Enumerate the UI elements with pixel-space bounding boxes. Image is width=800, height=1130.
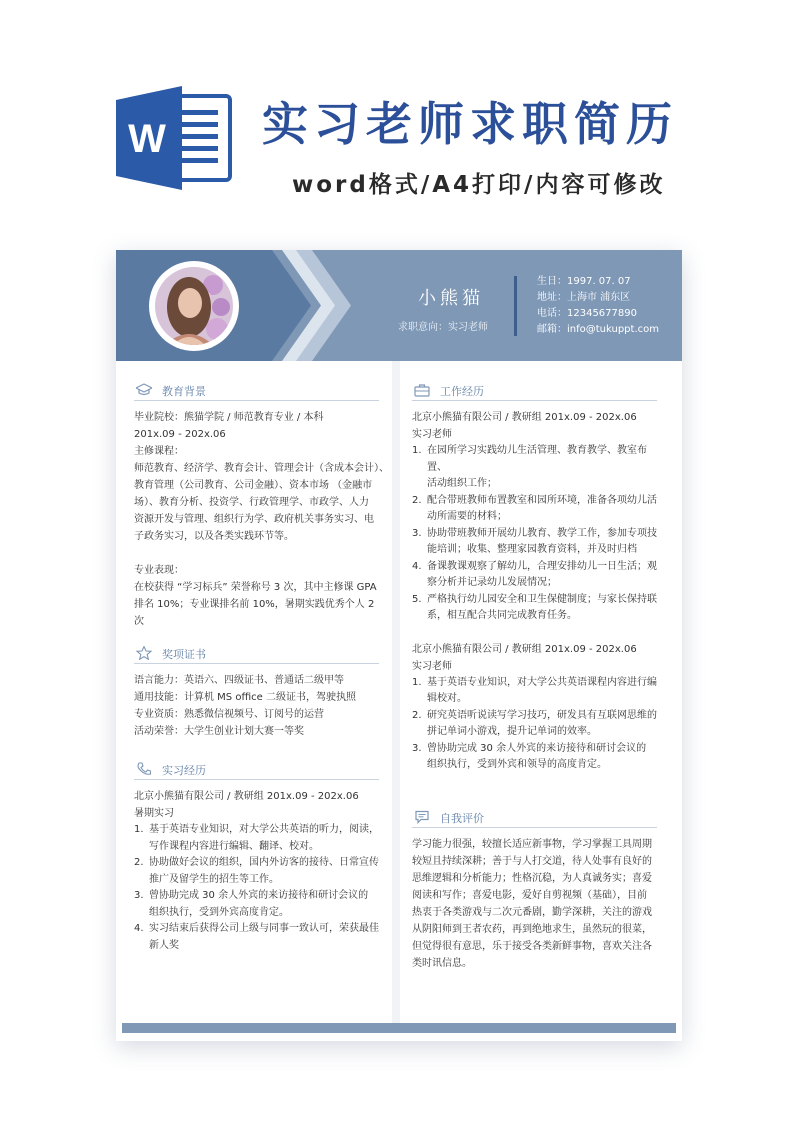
right-column — [412, 381, 657, 972]
award-line: 专业资质：熟悉微信视频号、订阅号的运营 — [134, 709, 324, 720]
list-item: 4. 实习结束后获得公司上级与同事一致认可，荣获最佳 新人奖 — [134, 923, 379, 951]
promo-banner — [0, 0, 800, 240]
self-eval-section-header — [412, 808, 657, 828]
list-item: 1. 基于英语专业知识，对大学公共英语课程内容进行编 辑校对。 — [412, 676, 657, 704]
self-eval-line: 热衷于各类游戏与二次元番剧，勤学深耕，关注的游戏 — [412, 906, 652, 918]
header-divider — [514, 276, 517, 336]
edu-line: 专业表现： — [134, 565, 184, 576]
list-item: 1. 基于英语专业知识，对大学公共英语的听力，阅读， 写作课程内容进行编辑、翻译、校对。 — [134, 824, 379, 852]
education-title: 教育背景 — [162, 385, 206, 398]
address: 地址：上海市 浦东区 — [537, 292, 631, 303]
briefcase-icon — [414, 383, 430, 397]
edu-line: 次 — [134, 616, 144, 627]
internship-role: 暑期实习 — [134, 808, 174, 819]
edu-line: 在校获得 “学习标兵” 荣誉称号 3 次，其中主修课 GPA — [134, 582, 377, 593]
edu-line: 师范教育、经济学、教育会计、管理会计（含成本会计）、 — [134, 463, 389, 474]
award-line: 活动荣誉：大学生创业计划大赛一等奖 — [134, 726, 304, 737]
list-item: 3. 协助带班教师开展幼儿教育、教学工作，参加专项技 能培训；收集、整理家园教育资料，并及时归档 — [412, 527, 657, 555]
internship-title: 实习经历 — [162, 764, 206, 777]
edu-line: 教育管理（公司教育、公司金融）、资本市场 （金融市 — [134, 480, 373, 491]
work-title: 工作经历 — [440, 385, 484, 398]
edu-line: 201x.09 - 202x.06 — [134, 429, 226, 440]
edu-line: 资源开发与管理、组织行为学、政府机关事务实习、电 — [134, 514, 374, 525]
list-item: 2. 协助做好会议的组织，国内外访客的接待、日常宣传 推广及留学生的招生等工作。 — [134, 857, 379, 885]
award-line: 语言能力：英语六、四级证书、普通话二级甲等 — [134, 675, 344, 686]
self-eval-title: 自我评价 — [440, 811, 484, 825]
left-column — [134, 381, 389, 954]
job-2-list — [412, 675, 657, 774]
word-icon — [116, 86, 234, 190]
list-item: 1. 在园所学习实践幼儿生活管理、教育教学、教室布置、 活动组织工作； — [412, 445, 647, 489]
contact-info — [537, 274, 659, 338]
list-item: 5. 严格执行幼儿园安全和卫生保健制度；与家长保持联 系，相互配合共同完成教育任务。 — [412, 593, 657, 621]
self-eval-line: 从阴阳师到王者农药，再到绝地求生，虽然玩的很菜， — [412, 923, 652, 935]
education-section-header — [134, 381, 379, 401]
self-eval-line: 但觉得很有意思，乐于接受各类新鲜事物，喜欢关注各 — [412, 940, 652, 952]
banner-subtitle: word格式/A4打印/内容可修改 — [292, 172, 666, 198]
edu-line: 毕业院校：熊猫学院 / 师范教育专业 / 本科 — [134, 412, 324, 423]
education-body — [134, 409, 389, 630]
self-eval-body — [412, 836, 657, 972]
internship-company: 北京小熊猫有限公司 / 教研组 201x.09 - 202x.06 — [134, 791, 359, 802]
phone-icon — [136, 762, 152, 776]
phone: 电话：12345677890 — [537, 308, 637, 319]
job-2-company: 北京小熊猫有限公司 / 教研组 201x.09 - 202x.06 — [412, 643, 637, 655]
awards-section-header — [134, 644, 379, 664]
edu-line: 子政务实习，以及各类实践环节等。 — [134, 531, 294, 542]
internship-header-text — [134, 788, 379, 822]
job-1-header — [412, 409, 657, 443]
avatar — [155, 267, 233, 345]
internship-section-header — [134, 760, 379, 780]
award-line: 通用技能：计算机 MS office 二级证书，驾驶执照 — [134, 692, 356, 703]
list-item: 2. 配合带班教师布置教室和园所环境，准备各项幼儿活 动所需要的材料； — [412, 494, 657, 522]
footer-bar — [122, 1023, 676, 1033]
edu-spacer — [134, 545, 379, 562]
edu-line: 排名 10%；专业课排名前 10%，暑期实践优秀个人 2 — [134, 599, 375, 610]
list-item: 4. 备课教课观察了解幼儿，合理安排幼儿一日生活；观 察分析并记录幼儿发展情况； — [412, 560, 657, 588]
chat-bubble-icon — [414, 810, 430, 824]
list-item: 2. 研究英语听说读写学习技巧，研发具有互联网思维的 拼记单词小游戏，提升记单词的效率。 — [412, 709, 657, 737]
job-2-role: 实习老师 — [412, 660, 452, 672]
banner-title: 实习老师求职简历 — [262, 97, 678, 151]
job-2-header — [412, 641, 657, 675]
awards-title: 奖项证书 — [162, 648, 206, 661]
candidate-name: 小熊猫 — [418, 288, 484, 309]
birthday: 生日：1997. 07. 07 — [537, 276, 631, 287]
self-eval-line: 思维逻辑和分析能力；性格沉稳，为人真诚务实；喜爱 — [412, 872, 652, 884]
column-divider — [392, 361, 400, 1023]
job-1-list — [412, 443, 657, 625]
work-section-header — [412, 381, 657, 401]
job-1-company: 北京小熊猫有限公司 / 教研组 201x.09 - 202x.06 — [412, 412, 637, 423]
list-item: 3. 曾协助完成 30 余人外宾的来访接待和研讨会议的 组织执行，受到外宾和领导的高度肯定。 — [412, 742, 647, 770]
graduation-cap-icon — [136, 383, 152, 397]
awards-body — [134, 672, 379, 740]
self-eval-line: 类时讯信息。 — [412, 957, 472, 969]
self-eval-line: 阅读和写作；喜爱电影，爱好自剪视频（基础），目前 — [412, 889, 647, 901]
star-icon — [136, 646, 152, 660]
resume-page — [116, 250, 682, 1041]
word-logo-letter: W — [128, 117, 166, 161]
job-1-role: 实习老师 — [412, 429, 452, 440]
resume-header — [116, 250, 682, 361]
job-intent: 求职意向：实习老师 — [398, 322, 488, 333]
internship-list — [134, 822, 379, 954]
self-eval-line: 较短且持续深耕；善于与人打交道，待人处事有良好的 — [412, 855, 652, 867]
self-eval-line: 学习能力很强，较擅长适应新事物，学习掌握工具周期 — [412, 838, 652, 850]
email: 邮箱：info@tukuppt.com — [537, 324, 659, 335]
edu-line: 场）、教育分析、投资学、行政管理学、市政学、人力 — [134, 497, 369, 508]
edu-line: 主修课程： — [134, 446, 184, 457]
list-item: 3. 曾协助完成 30 余人外宾的来访接待和研讨会议的 组织执行，受到外宾高度肯定。 — [134, 890, 369, 918]
